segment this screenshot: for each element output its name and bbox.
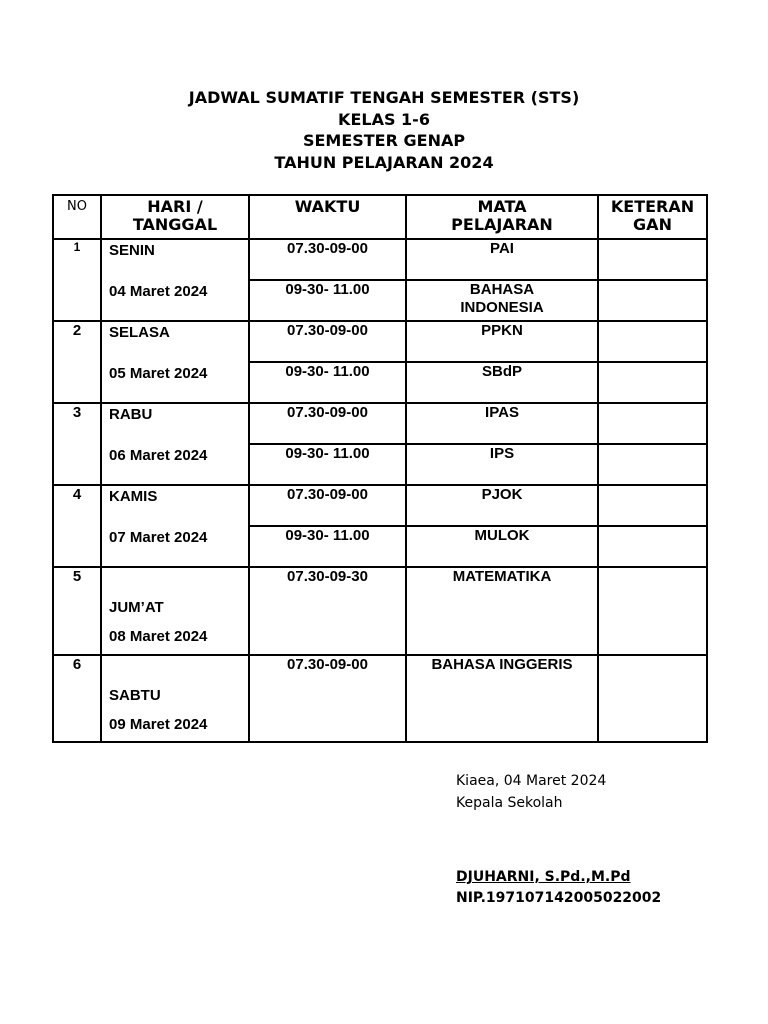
table-row (53, 567, 707, 655)
note-cell (598, 280, 707, 321)
header-row (53, 195, 707, 239)
subject-cell: PPKN (406, 321, 598, 362)
header-mapel-line2: PELAJARAN (451, 215, 553, 234)
note-cell (598, 485, 707, 526)
time-cell: 07.30-09-00 (249, 321, 406, 362)
header-ket-line1: KETERAN (610, 197, 695, 216)
row-number: 5 (53, 567, 101, 655)
row-number: 6 (53, 655, 101, 742)
note-cell (598, 362, 707, 403)
table-row (53, 321, 707, 362)
time-cell: 07.30-09-00 (249, 485, 406, 526)
header-mapel-line1: MATA (477, 197, 527, 216)
subject-line-1: BAHASA (469, 281, 535, 298)
table-row (53, 239, 707, 280)
day-cell (101, 485, 249, 567)
note-cell (598, 239, 707, 280)
note-cell (598, 321, 707, 362)
note-cell (598, 655, 707, 742)
header-hari-line1: HARI / (147, 197, 203, 216)
note-cell (598, 403, 707, 444)
signature-name: DJUHARNI, S.Pd.,M.Pd (456, 869, 631, 885)
subject-cell (406, 280, 598, 321)
signature-place-date: Kiaea, 04 Maret 2024 (456, 773, 607, 789)
day-name: KAMIS (109, 488, 158, 505)
note-cell (598, 526, 707, 567)
day-cell (101, 655, 249, 742)
header-waktu-label: WAKTU (294, 197, 361, 216)
day-name: SENIN (109, 242, 155, 259)
day-name: JUM’AT (109, 599, 164, 616)
signature-nip: NIP.197107142005022002 (456, 890, 662, 906)
subject-cell: IPS (406, 444, 598, 485)
time-cell: 07.30-09-00 (249, 403, 406, 444)
subject-cell: BAHASA INGGERIS (406, 655, 598, 742)
title-line-1: JADWAL SUMATIF TENGAH SEMESTER (STS) (188, 88, 580, 107)
day-date: 08 Maret 2024 (109, 628, 208, 645)
day-date: 04 Maret 2024 (109, 283, 208, 300)
header-mata-pelajaran (406, 195, 598, 239)
day-date: 05 Maret 2024 (109, 365, 208, 382)
header-ket-line2: GAN (633, 215, 672, 234)
time-cell: 07.30-09-00 (249, 655, 406, 742)
subject-cell: SBdP (406, 362, 598, 403)
day-cell (101, 567, 249, 655)
header-hari-tanggal (101, 195, 249, 239)
header-no: NO (53, 195, 101, 239)
subject-cell: PAI (406, 239, 598, 280)
document-title (0, 87, 768, 173)
row-number: 4 (53, 485, 101, 567)
subject-cell: PJOK (406, 485, 598, 526)
subject-cell: MATEMATIKA (406, 567, 598, 655)
day-cell (101, 321, 249, 403)
time-cell: 09-30- 11.00 (249, 444, 406, 485)
schedule-table (52, 194, 708, 743)
title-line-4: TAHUN PELAJARAN 2024 (274, 152, 494, 172)
day-name: RABU (109, 406, 153, 423)
header-waktu (249, 195, 406, 239)
day-date: 06 Maret 2024 (109, 447, 208, 464)
time-cell: 07.30-09-00 (249, 239, 406, 280)
day-name: SABTU (109, 687, 161, 704)
table-row (53, 485, 707, 526)
note-cell (598, 444, 707, 485)
row-number: 2 (53, 321, 101, 403)
day-cell (101, 239, 249, 321)
day-cell (101, 403, 249, 485)
table-row (53, 655, 707, 742)
row-number: 3 (53, 403, 101, 485)
title-line-3: SEMESTER GENAP (302, 131, 466, 150)
time-cell: 07.30-09-30 (249, 567, 406, 655)
title-line-2: KELAS 1-6 (338, 109, 430, 129)
subject-cell: MULOK (406, 526, 598, 567)
row-number: 1 (53, 239, 101, 321)
time-cell: 09-30- 11.00 (249, 526, 406, 567)
signature-position: Kepala Sekolah (456, 795, 563, 811)
note-cell (598, 567, 707, 655)
day-date: 09 Maret 2024 (109, 716, 208, 733)
time-cell: 09-30- 11.00 (249, 280, 406, 321)
subject-line-2: INDONESIA (460, 299, 544, 316)
time-cell: 09-30- 11.00 (249, 362, 406, 403)
table-row (53, 403, 707, 444)
day-date: 07 Maret 2024 (109, 529, 208, 546)
header-keterangan (598, 195, 707, 239)
day-name: SELASA (109, 324, 170, 341)
header-hari-line2: TANGGAL (132, 215, 218, 234)
subject-cell: IPAS (406, 403, 598, 444)
